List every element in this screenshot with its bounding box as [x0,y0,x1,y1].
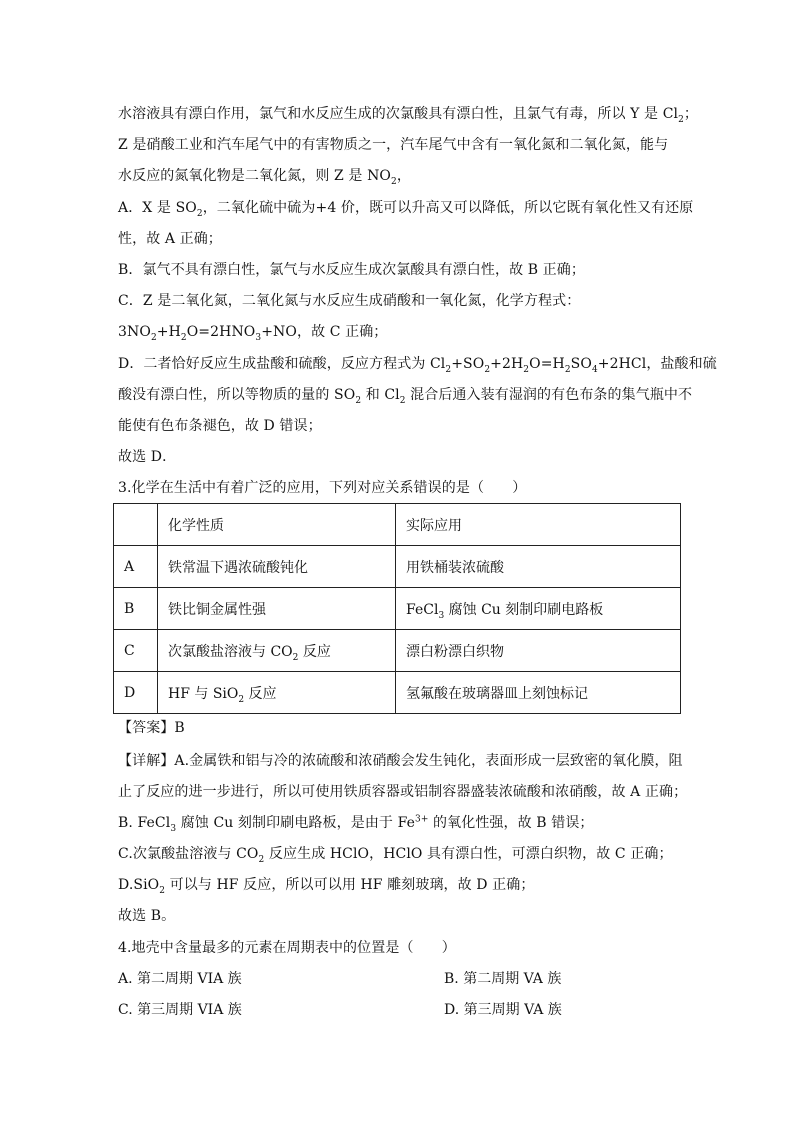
option-c-equation: $3NO_2+H_2O=2HNO_3+NO$，故 C 正确； [118,324,388,343]
detail-line-3: B. FeCl$_3$ 腐蚀 Cu 刻制印刷电路板，是由于 $Fe^{3+}$ 的氧化性强，故 B 错误； [118,814,594,834]
question-4-option-a: A. 第二周期 VIA 族 [118,971,242,987]
table-row [114,546,681,588]
table-header-cell: 实际应用 [396,504,681,546]
question-3-title: 3.化学在生活中有着广泛的应用，下列对应关系错误的是（ ） [118,480,527,496]
detail-line-5: D.SiO$_2$ 可以与 HF 反应，所以可以用 HF 雕刻玻璃，故 D 正确； [118,877,535,896]
table-cell-property: 铁比铜金属性强 [158,588,396,630]
option-d-line-3: 能使有色布条褪色，故 D 错误； [118,418,322,434]
question-4-option-d: D. 第三周期 VA 族 [444,1002,562,1018]
question-4-option-c: C. 第三周期 VIA 族 [118,1002,242,1018]
table-row [114,588,681,630]
question-4-title: 4.地壳中含量最多的元素在周期表中的位置是（ ） [118,940,456,956]
detail-line-2: 止了反应的进一步进行，所以可使用铁质容器或铝制容器盛装浓硫酸和浓硝酸，故 A 正确； [118,784,688,800]
table-cell-use: FeCl$_3$ 腐蚀 Cu 刻制印刷电路板 [396,588,681,630]
option-d-line-1: D．二者恰好反应生成盐酸和硫酸，反应方程式为 $Cl_2+SO_2+2H_2O=H_2SO_4+2HCl$，盐酸和硫 [118,356,717,375]
table-cell-key: B [114,588,158,630]
question-3-table [113,503,681,714]
table-cell-key: D [114,672,158,714]
table-header-row [114,504,681,546]
option-d-line-2: 酸没有漂白性，所以等物质的量的 $SO_2$ 和 $Cl_2$ 混合后通入装有湿润的有色布条的集气瓶中不 [118,387,693,406]
para-line-3: 水反应的氮氧化物是二氧化氮，则 Z 是 $NO_2$， [118,168,411,187]
table-cell-property: 铁常温下遇浓硫酸钝化 [158,546,396,588]
table-row [114,630,681,672]
option-a-line-1: A．X 是 $SO_2$，二氧化硫中硫为+4 价，既可以升高又可以降低，所以它既有氧化性又有还原 [118,200,694,219]
question-4-option-b: B. 第二周期 VA 族 [444,971,562,987]
choose-d: 故选 D． [118,449,177,465]
table-cell-use: 氢氟酸在玻璃器皿上刻蚀标记 [396,672,681,714]
detail-line-1: 【详解】A.金属铁和铝与冷的浓硫酸和浓硝酸会发生钝化，表面形成一层致密的氧化膜，阻 [118,753,683,769]
table-cell-property: 次氯酸盐溶液与 $CO_2$ 反应 [158,630,396,672]
table-cell-use: 漂白粉漂白织物 [396,630,681,672]
option-b-line: B．氯气不具有漂白性，氯气与水反应生成次氯酸具有漂白性，故 B 正确； [118,262,585,278]
table-header-cell: 化学性质 [158,504,396,546]
detail-line-4: C.次氯酸盐溶液与 $CO_2$ 反应生成 HClO，HClO 具有漂白性，可漂白织物，故 C 正确； [118,846,673,865]
table-cell-key: A [114,546,158,588]
table-cell-key: C [114,630,158,672]
table-cell-property: HF 与 SiO$_2$ 反应 [158,672,396,714]
para-line-1: 水溶液具有漂白作用，氯气和水反应生成的次氯酸具有漂白性，且氯气有毒，所以 Y 是 $Cl_2$； [118,106,699,125]
option-a-line-2: 性，故 A 正确； [118,231,222,247]
table-cell-use: 用铁桶装浓硫酸 [396,546,681,588]
choose-b: 故选 B。 [118,908,176,924]
table-header-cell [114,504,158,546]
option-c-line-1: C．Z 是二氧化氮，二氧化氮与水反应生成硝酸和一氧化氮，化学方程式： [118,293,581,309]
answer-3: 【答案】B [118,720,185,736]
para-line-2: Z 是硝酸工业和汽车尾气中的有害物质之一，汽车尾气中含有一氧化氮和二氧化氮，能与 [118,137,669,153]
table-row [114,672,681,714]
